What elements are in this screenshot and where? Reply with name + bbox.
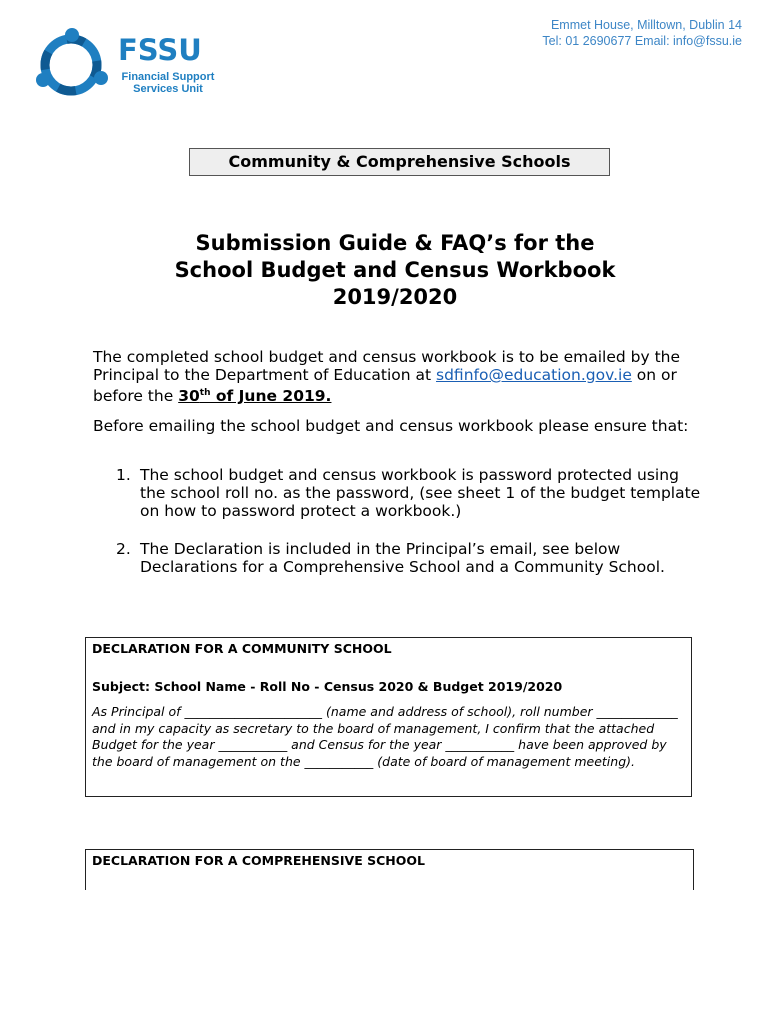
list-item (116, 466, 706, 520)
header-address (542, 17, 742, 49)
deadline-month: of June 2019. (210, 387, 332, 406)
schools-banner: Community & Comprehensive Schools (189, 148, 610, 176)
email-link[interactable]: sdfinfo@education.gov.ie (436, 366, 632, 384)
deadline-day: 30 (178, 387, 200, 406)
title-line-3: 2019/2020 (332, 285, 458, 309)
address-line: Emmet House, Milltown, Dublin 14 (550, 18, 742, 32)
logo-tagline-1: Financial Support (121, 71, 215, 83)
deadline (178, 387, 331, 405)
list-text: The school budget and census workbook is password protected using the school roll no. as the password, (see sheet 1 of the budget template on how to password protect a workbook.) (140, 466, 701, 520)
community-declaration-subject: Subject: School Name - Roll No - Census 2020 & Budget 2019/2020 (92, 679, 563, 694)
deadline-ordinal: th (199, 388, 211, 398)
ensure-paragraph: Before emailing the school budget and census workbook please ensure that: (93, 417, 689, 435)
community-declaration-box (85, 637, 692, 797)
comprehensive-declaration-heading: DECLARATION FOR A COMPREHENSIVE SCHOOL (92, 853, 425, 868)
intro-paragraph (93, 348, 713, 405)
logo-people-icon (36, 28, 108, 91)
community-declaration-body: As Principal of ______________________ (name and address of school), roll number _____________ and in my capacity as secretary to the board of management, I confirm that the attached Budget for the year ___________ and Census for the year ___________ have been approved by the board of management on the ___________ (date of board of management meeting). (92, 704, 678, 770)
list-item (116, 540, 706, 576)
logo-tagline-2: Services Unit (133, 83, 203, 95)
title-line-2: School Budget and Census Workbook (174, 258, 616, 282)
title-line-1: Submission Guide & FAQ’s for the (195, 231, 595, 255)
list-number: 1. (116, 466, 131, 484)
page-title (60, 230, 730, 311)
community-declaration-heading: DECLARATION FOR A COMMUNITY SCHOOL (92, 641, 392, 656)
intro-text-2: on or before the (93, 366, 677, 406)
list-text: The Declaration is included in the Principal’s email, see below Declarations for a Comprehensive School and a Community School. (140, 540, 665, 576)
intro-text: The completed school budget and census workbook is to be emailed by the Principal to the Department of Education at (93, 348, 681, 384)
logo-acronym: FSSU (118, 33, 202, 67)
fssu-logo (34, 28, 234, 102)
contact-line: Tel: 01 2690677 Email: info@fssu.ie (542, 34, 742, 48)
comprehensive-declaration-box (85, 849, 694, 890)
list-number: 2. (116, 540, 131, 558)
